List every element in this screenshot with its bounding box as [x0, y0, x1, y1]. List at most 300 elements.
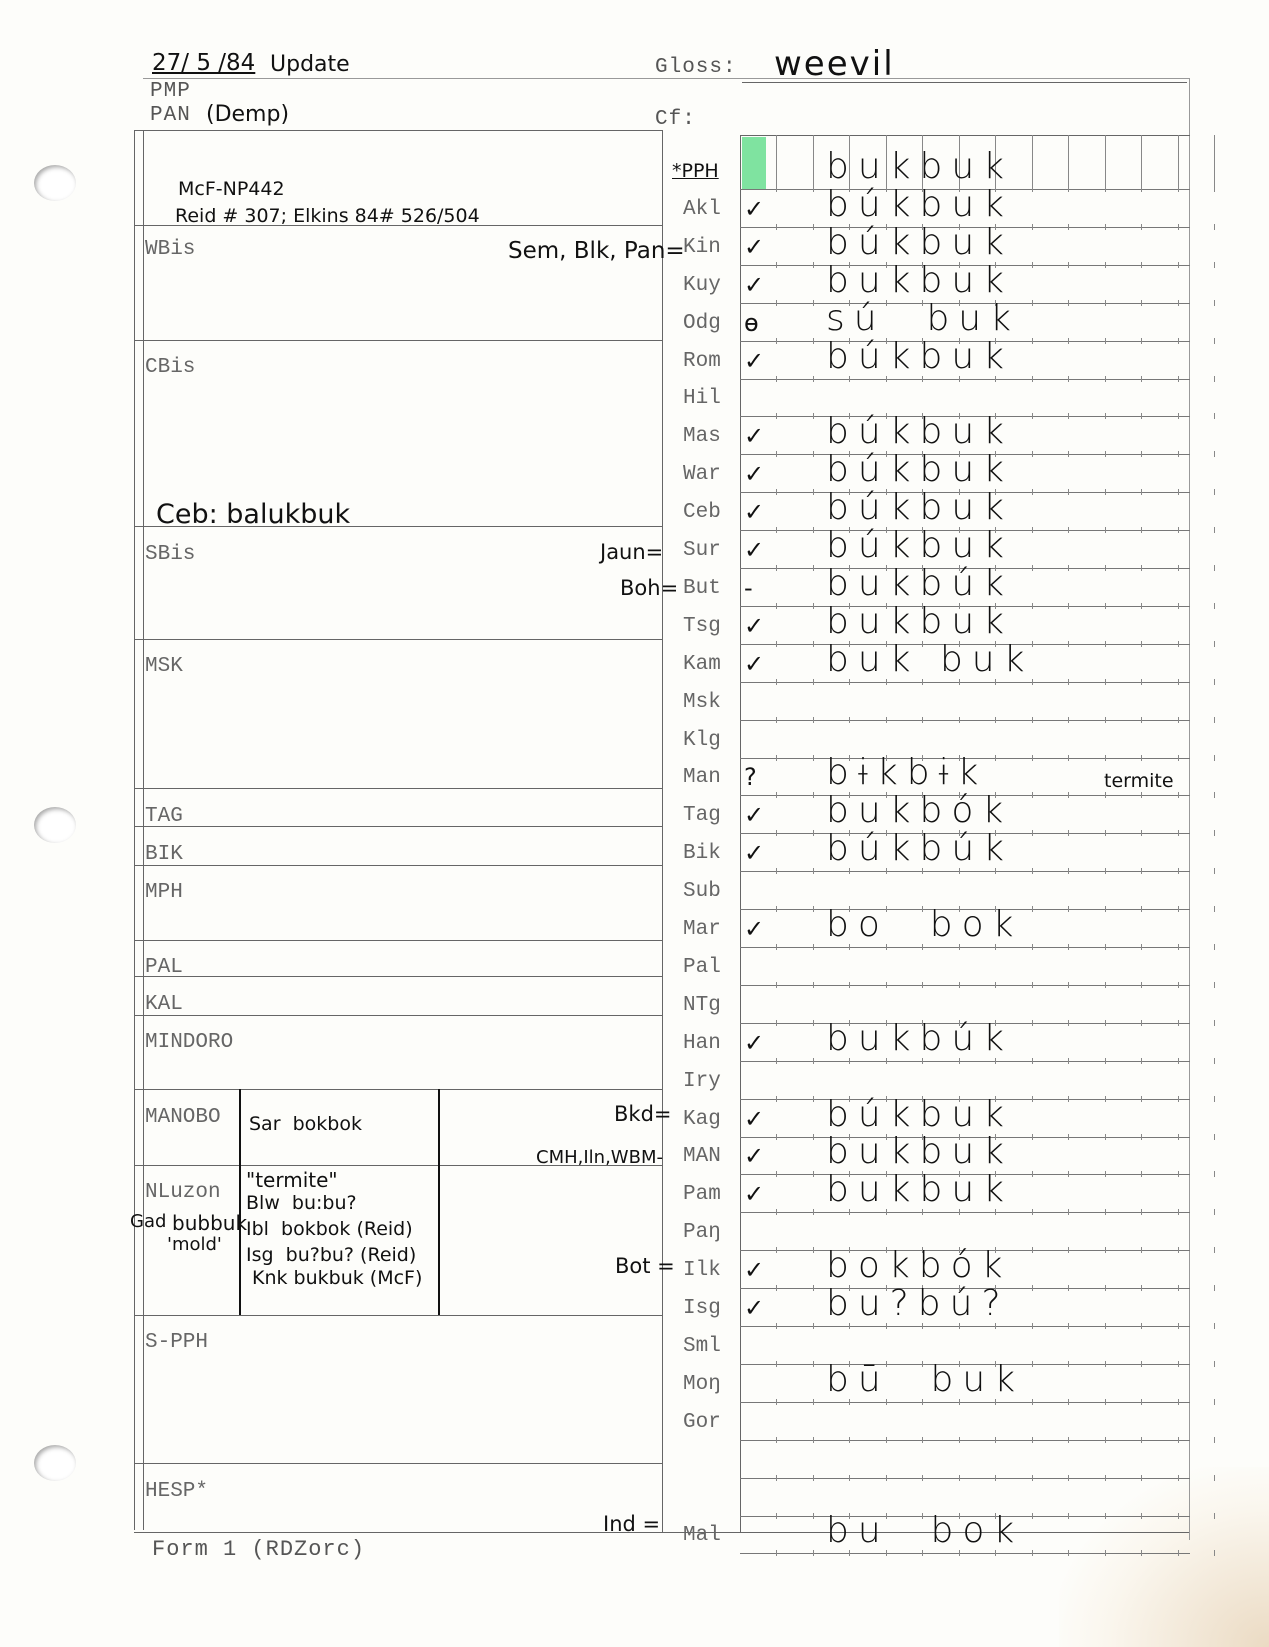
- row-tick: [1141, 376, 1142, 382]
- row-tick: [776, 1058, 777, 1064]
- row-mark: ✓: [744, 611, 765, 640]
- row-tick: [813, 755, 814, 761]
- row-tick: [1214, 1513, 1215, 1519]
- row-code: Sub: [683, 880, 721, 904]
- row-tick: [1105, 1285, 1106, 1291]
- row-tick: [1214, 603, 1215, 609]
- row-tick: [1105, 565, 1106, 571]
- row-tick: [849, 1550, 850, 1556]
- row-tick: [1032, 1134, 1033, 1140]
- row-tick: [1068, 868, 1069, 874]
- row-form: búkbuk: [826, 411, 1014, 453]
- row-mark: ✓: [744, 536, 765, 564]
- row-tick: [922, 1323, 923, 1329]
- row-code: War: [683, 463, 721, 487]
- row-tick: [776, 755, 777, 761]
- row-tick: [813, 1209, 814, 1215]
- row-code: Kin: [683, 235, 721, 259]
- divider-cbis: [134, 340, 662, 341]
- row-tick: [1141, 830, 1142, 836]
- row-tick: [1068, 792, 1069, 798]
- row-code: *PPH: [672, 160, 719, 182]
- row-tick: [1178, 830, 1179, 836]
- row-tick: [1178, 1399, 1179, 1405]
- row-tick: [1141, 755, 1142, 761]
- man-termite-note: termite: [1104, 770, 1174, 792]
- row-tick: [1214, 338, 1215, 344]
- row-tick: [995, 1437, 996, 1443]
- row-form: bukbuk: [826, 146, 1014, 187]
- row-tick: [776, 1209, 777, 1215]
- date: 27/ 5 /84: [152, 50, 256, 76]
- row-tick: [1032, 755, 1033, 761]
- row-tick: [1214, 376, 1215, 382]
- row-tick: [1178, 376, 1179, 382]
- row-tick: [1141, 1437, 1142, 1443]
- row-tick: [1178, 1096, 1179, 1102]
- divider-tag-a: [134, 788, 662, 789]
- row-tick: [776, 830, 777, 836]
- row-tick: [1141, 262, 1142, 268]
- row-tick: [1068, 186, 1069, 192]
- row-form: sú buk: [826, 297, 1020, 339]
- row-tick: [1032, 565, 1033, 571]
- row-tick: [1178, 565, 1179, 571]
- row-tick: [1141, 982, 1142, 988]
- row-tick: [995, 1550, 996, 1556]
- row-form: bū buk: [826, 1358, 1025, 1400]
- row-mark: ✓: [744, 1256, 765, 1285]
- row-tick: [776, 262, 777, 268]
- row-tick: [813, 679, 814, 685]
- row-code: Isg: [683, 1297, 721, 1320]
- row-form: bukbók: [826, 790, 1013, 832]
- row-tick: [1105, 1513, 1106, 1519]
- row-tick: [1105, 1171, 1106, 1177]
- row-tick: [1105, 1437, 1106, 1443]
- row-tick: [813, 1285, 814, 1291]
- row-tick: [1032, 679, 1033, 685]
- row-tick: [1214, 717, 1215, 723]
- row-tick: [1178, 1323, 1179, 1329]
- row-form: bu?bú?: [826, 1283, 1010, 1324]
- row-tick: [1214, 641, 1215, 647]
- row-tick: [1032, 1361, 1033, 1367]
- row-tick: [1032, 868, 1033, 874]
- row-tick: [1141, 1475, 1142, 1481]
- row-tick: [849, 376, 850, 382]
- row-tick: [1032, 376, 1033, 382]
- row-tick: [1214, 262, 1215, 268]
- row-mark: ✓: [744, 1142, 765, 1171]
- row-tick: [776, 1475, 777, 1481]
- row-code: Han: [683, 1031, 721, 1055]
- row-tick: [1032, 1475, 1033, 1481]
- row-tick: [776, 906, 777, 912]
- row-code: Mal: [683, 1524, 721, 1548]
- row-code: Sur: [683, 539, 721, 562]
- row-tick: [776, 300, 777, 306]
- row-tick: [813, 906, 814, 912]
- row-form: bukbúk: [826, 1017, 1014, 1059]
- row-tick: [813, 830, 814, 836]
- row-mark: ✓: [744, 460, 765, 489]
- paper-stain: [1059, 1467, 1269, 1647]
- row-code: Mar: [683, 918, 721, 941]
- row-tick: [776, 603, 777, 609]
- row-code: Mas: [683, 425, 721, 449]
- row-code: But: [683, 576, 721, 600]
- section-cbis: CBis: [145, 356, 196, 379]
- row-tick: [1214, 982, 1215, 988]
- column-divider: [662, 130, 663, 1532]
- row-tick: [1068, 376, 1069, 382]
- row-tick: [1178, 1134, 1179, 1140]
- row-line: [740, 1402, 1190, 1403]
- section-mindoro: MINDORO: [145, 1031, 234, 1054]
- section-sph: S-PPH: [145, 1331, 209, 1354]
- header-cell-divider: [1214, 135, 1215, 191]
- row-line: [740, 1061, 1190, 1062]
- row-form: bukbúk: [826, 562, 1014, 604]
- row-tick: [849, 1209, 850, 1215]
- row-tick: [959, 376, 960, 382]
- row-tick: [1105, 603, 1106, 609]
- row-tick: [1178, 300, 1179, 306]
- row-tick: [813, 1247, 814, 1253]
- row-tick: [1178, 527, 1179, 533]
- row-tick: [1178, 755, 1179, 761]
- row-tick: [1178, 982, 1179, 988]
- row-tick: [922, 1399, 923, 1405]
- row-tick: [776, 338, 777, 344]
- row-tick: [813, 224, 814, 230]
- row-code: Pam: [683, 1183, 721, 1207]
- row-tick: [1214, 868, 1215, 874]
- row-form: búkbuk: [826, 449, 1014, 491]
- row-tick: [1032, 1399, 1033, 1405]
- header-cell-divider: [1141, 135, 1142, 191]
- row-tick: [776, 1550, 777, 1556]
- row-code: Iry: [683, 1069, 721, 1093]
- row-tick: [849, 1437, 850, 1443]
- divider-wbis: [134, 225, 662, 226]
- section-msk: MSK: [145, 655, 183, 678]
- punch-hole-top: [34, 165, 76, 201]
- row-tick: [813, 1550, 814, 1556]
- row-tick: [1141, 1361, 1142, 1367]
- row-tick: [1141, 906, 1142, 912]
- row-tick: [1105, 1209, 1106, 1215]
- row-tick: [1032, 1550, 1033, 1556]
- mal-equivalent: Ind =: [603, 1512, 661, 1536]
- row-tick: [776, 1171, 777, 1177]
- row-tick: [813, 1058, 814, 1064]
- row-mark: ✓: [744, 232, 765, 261]
- row-tick: [1214, 1096, 1215, 1102]
- gloss-label: Gloss:: [655, 56, 737, 79]
- row-tick: [1068, 679, 1069, 685]
- row-form: búkbuk: [826, 183, 1014, 225]
- row-code: Kag: [683, 1107, 721, 1131]
- row-tick: [813, 376, 814, 382]
- row-tick: [1068, 1550, 1069, 1556]
- pan-note: (Demp): [206, 102, 290, 127]
- row-line: [740, 871, 1190, 872]
- row-code: Pal: [683, 955, 721, 979]
- row-form: búkbuk: [826, 487, 1014, 529]
- row-tick: [1214, 830, 1215, 836]
- frame-bottom: [134, 1532, 1189, 1533]
- row-tick: [813, 1361, 814, 1367]
- row-code: Ceb: [683, 501, 721, 525]
- row-tick: [1178, 451, 1179, 457]
- row-tick: [1178, 603, 1179, 609]
- row-tick: [1141, 944, 1142, 950]
- row-tick: [776, 717, 777, 723]
- row-tick: [1068, 830, 1069, 836]
- row-form: búkbuk: [826, 335, 1014, 377]
- row-tick: [959, 1475, 960, 1481]
- gad-gloss: 'mold': [167, 1234, 222, 1255]
- row-tick: [1178, 1475, 1179, 1481]
- but-equivalent: Boh=: [620, 576, 679, 600]
- row-tick: [922, 868, 923, 874]
- row-tick: [849, 868, 850, 874]
- divider-bik: [134, 865, 662, 866]
- row-tick: [813, 527, 814, 533]
- row-tick: [776, 1285, 777, 1291]
- row-tick: [1178, 262, 1179, 268]
- row-line: [740, 682, 1190, 683]
- row-form: bukbuk: [826, 1169, 1014, 1211]
- row-tick: [1214, 1550, 1215, 1556]
- man-equivalent: CMH,Iln,WBM-: [536, 1147, 663, 1168]
- row-tick: [813, 489, 814, 495]
- row-tick: [813, 982, 814, 988]
- row-tick: [1178, 944, 1179, 950]
- row-tick: [1105, 944, 1106, 950]
- row-tick: [1032, 982, 1033, 988]
- row-tick: [1032, 717, 1033, 723]
- row-code: MAN: [683, 1145, 721, 1169]
- row-tick: [886, 1550, 887, 1556]
- row-tick: [1105, 1247, 1106, 1253]
- row-tick: [776, 1134, 777, 1140]
- row-tick: [1141, 1513, 1142, 1519]
- row-tick: [1105, 413, 1106, 419]
- row-tick: [1214, 1209, 1215, 1215]
- row-mark: ✓: [744, 1104, 765, 1133]
- row-tick: [776, 1020, 777, 1026]
- row-tick: [922, 1058, 923, 1064]
- row-tick: [1178, 338, 1179, 344]
- row-mark: ✓: [744, 498, 765, 527]
- row-tick: [1032, 527, 1033, 533]
- row-code: Hil: [683, 387, 721, 411]
- row-code: Klg: [683, 728, 721, 752]
- row-line: [740, 379, 1190, 380]
- row-tick: [1178, 413, 1179, 419]
- row-tick: [1032, 1096, 1033, 1102]
- row-mark: ɵ: [744, 308, 759, 337]
- row-tick: [886, 1475, 887, 1481]
- manobo-sarangani: Sar bokbok: [249, 1113, 362, 1135]
- row-code: Ilk: [683, 1259, 721, 1283]
- row-tick: [922, 1209, 923, 1215]
- row-tick: [886, 1209, 887, 1215]
- row-tick: [1178, 186, 1179, 192]
- pmp-label: PMP: [150, 80, 191, 103]
- row-tick: [959, 1399, 960, 1405]
- row-tick: [776, 792, 777, 798]
- row-tick: [1105, 906, 1106, 912]
- row-tick: [1032, 906, 1033, 912]
- row-tick: [813, 1399, 814, 1405]
- divider-mph: [134, 940, 662, 941]
- section-tag: TAG: [145, 805, 183, 828]
- row-tick: [1032, 1285, 1033, 1291]
- section-kal: KAL: [145, 993, 183, 1016]
- row-code: Kuy: [683, 273, 721, 297]
- row-line: [740, 720, 1190, 721]
- row-tick: [1214, 300, 1215, 306]
- header-cell-divider: [1068, 135, 1069, 191]
- row-tick: [1032, 944, 1033, 950]
- section-hesp: HESP*: [145, 1480, 209, 1503]
- row-tick: [1032, 489, 1033, 495]
- row-tick: [1214, 1437, 1215, 1443]
- row-line: [740, 1326, 1190, 1327]
- row-tick: [1068, 224, 1069, 230]
- row-tick: [995, 755, 996, 761]
- row-tick: [1141, 1020, 1142, 1026]
- row-tick: [1141, 868, 1142, 874]
- row-tick: [1032, 1323, 1033, 1329]
- ref-line2: Reid # 307; Elkins 84# 526/504: [175, 205, 480, 227]
- nluzon-ibl: Ibl bokbok (Reid): [246, 1218, 413, 1240]
- row-tick: [995, 982, 996, 988]
- row-code: Odg: [683, 311, 721, 335]
- row-tick: [959, 1550, 960, 1556]
- row-tick: [1141, 679, 1142, 685]
- pph-highlight: [742, 137, 766, 189]
- row-tick: [1068, 906, 1069, 912]
- divider-pal: [134, 976, 662, 977]
- section-pal: PAL: [145, 956, 183, 979]
- row-tick: [849, 679, 850, 685]
- row-tick: [1032, 262, 1033, 268]
- row-tick: [1141, 1134, 1142, 1140]
- row-tick: [813, 413, 814, 419]
- row-code: Kam: [683, 652, 721, 676]
- ilk-equivalent: Bot =: [615, 1254, 675, 1278]
- row-tick: [922, 1550, 923, 1556]
- row-tick: [922, 982, 923, 988]
- row-tick: [886, 1399, 887, 1405]
- row-tick: [1105, 1361, 1106, 1367]
- row-tick: [813, 717, 814, 723]
- row-tick: [1068, 944, 1069, 950]
- row-tick: [1105, 1096, 1106, 1102]
- row-tick: [922, 944, 923, 950]
- row-tick: [1178, 1550, 1179, 1556]
- row-code: Moŋ: [683, 1372, 721, 1396]
- grid-top: [740, 135, 1190, 136]
- section-sbis: SBis: [145, 543, 196, 566]
- row-tick: [1068, 1247, 1069, 1253]
- row-tick: [959, 717, 960, 723]
- row-tick: [1141, 300, 1142, 306]
- row-tick: [959, 679, 960, 685]
- manobo-box-left: [239, 1089, 241, 1315]
- sur-equivalent: Jaun=: [600, 540, 664, 564]
- row-mark: ✓: [744, 801, 765, 830]
- row-tick: [1141, 451, 1142, 457]
- row-tick: [1032, 451, 1033, 457]
- row-line: [740, 947, 1190, 948]
- row-code: Tsg: [683, 614, 721, 638]
- gad-label: Gad: [130, 1211, 167, 1232]
- row-tick: [1141, 1058, 1142, 1064]
- row-tick: [849, 944, 850, 950]
- row-tick: [959, 1209, 960, 1215]
- row-tick: [1032, 338, 1033, 344]
- row-tick: [1141, 338, 1142, 344]
- row-tick: [813, 338, 814, 344]
- row-tick: [813, 1134, 814, 1140]
- row-tick: [1068, 1285, 1069, 1291]
- header-cell-divider: [1032, 135, 1033, 191]
- row-tick: [1068, 1361, 1069, 1367]
- row-tick: [1068, 413, 1069, 419]
- row-tick: [1032, 413, 1033, 419]
- row-tick: [1178, 489, 1179, 495]
- row-tick: [1068, 1513, 1069, 1519]
- row-tick: [1178, 1285, 1179, 1291]
- row-tick: [995, 717, 996, 723]
- row-tick: [1068, 1399, 1069, 1405]
- row-tick: [1214, 451, 1215, 457]
- row-tick: [1105, 717, 1106, 723]
- row-tick: [1214, 1171, 1215, 1177]
- row-tick: [1214, 755, 1215, 761]
- row-tick: [1032, 830, 1033, 836]
- row-tick: [1141, 224, 1142, 230]
- row-tick: [995, 1475, 996, 1481]
- row-line: [740, 985, 1190, 986]
- row-tick: [886, 1058, 887, 1064]
- row-mark: ✓: [744, 1028, 765, 1057]
- header-cell-divider: [1178, 135, 1179, 191]
- row-tick: [1141, 792, 1142, 798]
- row-tick: [1178, 1361, 1179, 1367]
- row-tick: [776, 527, 777, 533]
- row-tick: [1141, 641, 1142, 647]
- row-code: Sml: [683, 1334, 721, 1358]
- row-mark: ✓: [744, 915, 765, 943]
- row-mark: ✓: [744, 1294, 765, 1322]
- row-tick: [1105, 451, 1106, 457]
- row-code: Man: [683, 766, 721, 790]
- row-tick: [776, 1323, 777, 1329]
- row-tick: [1141, 527, 1142, 533]
- row-tick: [776, 413, 777, 419]
- row-tick: [1214, 1020, 1215, 1026]
- row-tick: [1068, 603, 1069, 609]
- row-tick: [995, 1399, 996, 1405]
- row-tick: [813, 1475, 814, 1481]
